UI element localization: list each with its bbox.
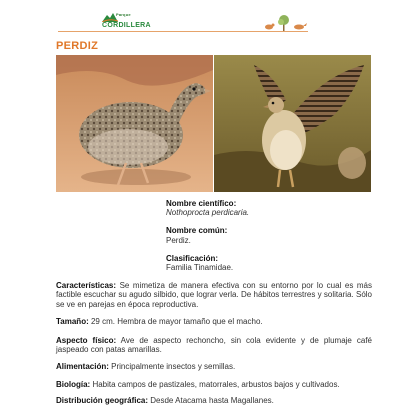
scientific-name-value: Nothoprocta perdicaria.: [166, 208, 250, 218]
size-label: Tamaño:: [56, 317, 89, 326]
common-name-value: Perdiz.: [166, 235, 191, 245]
appearance-text: Ave de aspecto rechoncho, sin cola evidente y de plumaje café jaspeado con patas amarillas.: [56, 336, 372, 355]
characteristics-section: [56, 281, 372, 309]
partridge-photo-right: [214, 55, 371, 192]
logo-title: CORDILLERA: [102, 22, 151, 29]
scientific-name-label: Nombre científico:: [166, 199, 237, 208]
page-title: PERDIZ: [56, 40, 99, 52]
photo-gallery: [56, 55, 371, 192]
distribution-text: Desde Atacama hasta Magallanes.: [148, 396, 274, 405]
common-name-label: Nombre común:: [166, 226, 228, 236]
classification-value: Familia Tinamidae.: [166, 263, 234, 273]
size-section: [56, 317, 372, 326]
park-logo: [102, 12, 151, 32]
animals-decoration-icon: [262, 14, 312, 32]
taxonomy-info: [166, 199, 366, 272]
biology-section: [56, 380, 372, 389]
diet-label: Alimentación:: [56, 362, 109, 371]
classification-label: Clasificación:: [166, 253, 219, 263]
distribution-label: Distribución geográfica:: [56, 396, 149, 405]
size-text: 29 cm. Hembra de mayor tamaño que el macho.: [88, 317, 263, 326]
page-header: [0, 0, 400, 36]
biology-text: Habita campos de pastizales, matorrales, arbustos bajos y cultivados.: [90, 380, 340, 389]
partridge-photo-left: [56, 55, 213, 192]
characteristics-label: Características:: [56, 281, 117, 290]
distribution-section: [56, 396, 372, 405]
biology-label: Biología:: [56, 380, 91, 389]
diet-section: [56, 362, 372, 371]
appearance-label: Aspecto físico:: [56, 336, 117, 345]
appearance-section: [56, 336, 372, 355]
logo-small-text: Parque: [116, 12, 131, 17]
diet-text: Principalmente insectos y semillas.: [108, 362, 236, 371]
characteristics-text: Se mimetiza de manera efectiva con su entorno por lo cual es más factible escuchar su agudo silbido, que lograr verla. De hábitos terrestres y solitaria. Sólo se ve en parejas en época reproductiva.: [56, 281, 372, 309]
header-divider: [58, 31, 308, 32]
